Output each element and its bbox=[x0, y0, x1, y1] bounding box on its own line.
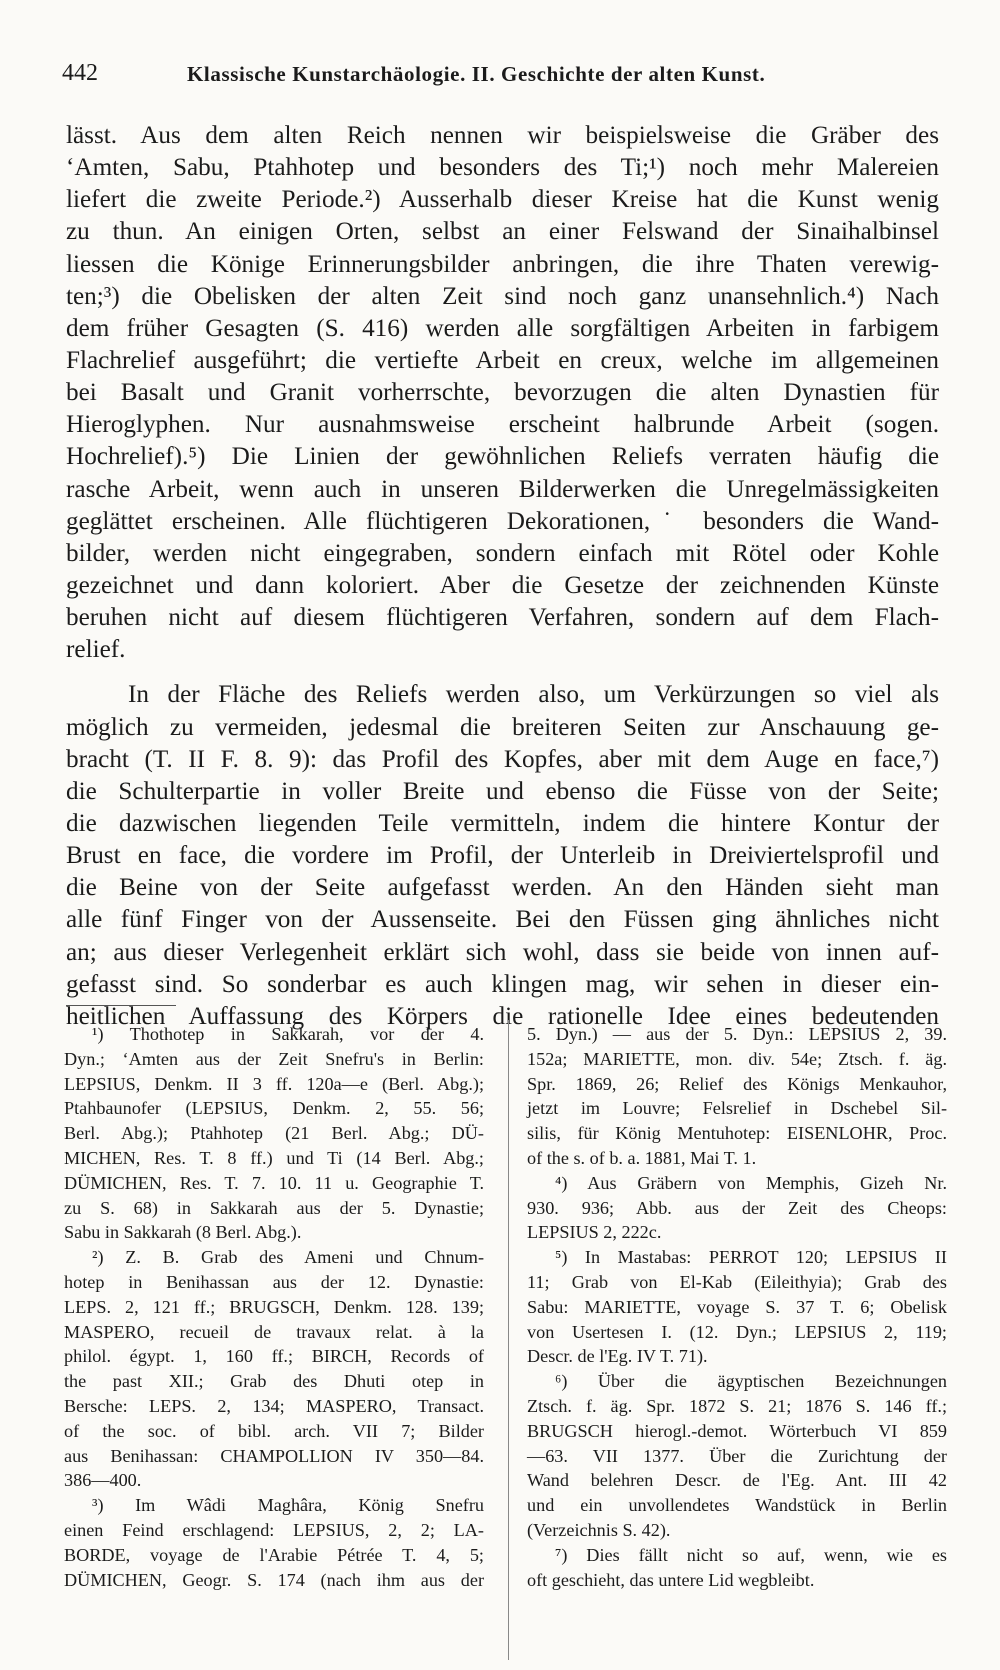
body-line: lässt. Aus dem alten Reich nennen wir beispielsweise die Gräber des bbox=[66, 122, 939, 149]
body-line: Flachrelief ausgeführt; die vertiefte Arbeit en creux, welche im allgemeinen bbox=[66, 346, 939, 374]
footnote-line: LEPS. 2, 121 ff.; BRUGSCH, Denkm. 128. 139; bbox=[64, 1296, 484, 1317]
footnote-line: und ein unvollendetes Wandstück in Berlin bbox=[527, 1495, 947, 1516]
footnote-line: philol. égypt. 1, 160 ff.; BIRCH, Records of bbox=[64, 1346, 484, 1367]
footnote-line: BRUGSCH hierogl.-demot. Wörterbuch VI 859 bbox=[527, 1420, 947, 1441]
footnote-line: ²) Z. B. Grab des Ameni und Chnum- bbox=[92, 1247, 484, 1268]
body-line: bilder, werden nicht eingegraben, sondern einfach mit Rötel oder Kohle bbox=[66, 539, 939, 567]
body-line: Hochrelief).⁵) Die Linien der gewöhnlichen Reliefs verraten häufig die bbox=[66, 443, 939, 471]
body-line: geglättet erscheinen. Alle flüchtigeren Dekorationen,˙ besonders die Wand- bbox=[66, 507, 939, 535]
body-line: ʻAmten, Sabu, Ptahhotep und besonders des Ti;¹) noch mehr Malereien bbox=[66, 154, 939, 182]
body-line: gezeichnet und dann koloriert. Aber die Gesetze der zeichnenden Künste bbox=[66, 571, 939, 599]
footnote-line: Dyn.; ʻAmten aus der Zeit Snefru's in Berlin: bbox=[64, 1048, 484, 1069]
footnote-line: Bersche: LEPS. 2, 134; MASPERO, Transact. bbox=[64, 1395, 484, 1416]
body-line: ten;³) die Obelisken der alten Zeit sind noch ganz unansehnlich.⁴) Nach bbox=[66, 282, 939, 310]
body-line: zu thun. An einigen Orten, selbst an einer Felswand der Sinaihalbinsel bbox=[66, 218, 939, 246]
footnote-line: the past XII.; Grab des Dhuti otep in bbox=[64, 1371, 484, 1392]
footnote-line: DÜMICHEN, Res. T. 7. 10. 11 u. Geographie T. bbox=[64, 1172, 484, 1193]
footnote-line: (Verzeichnis S. 42). bbox=[527, 1519, 671, 1540]
footnote-line: hotep in Benihassan aus der 12. Dynastie: bbox=[64, 1271, 484, 1292]
footnote-line: of the s. of b. a. 1881, Mai T. 1. bbox=[527, 1147, 757, 1168]
body-line: möglich zu vermeiden, jedesmal die breiteren Seiten zur Anschauung ge- bbox=[66, 713, 939, 741]
footnote-line: —63. VII 1377. Über die Zurichtung der bbox=[527, 1445, 947, 1466]
footnote-line: ³) Im Wâdi Maghâra, König Snefru bbox=[92, 1495, 484, 1516]
footnote-line: jetzt im Louvre; Felsrelief in Dschebel Sil- bbox=[527, 1098, 947, 1119]
footnote-line: von Usertesen I. (12. Dyn.; LEPSIUS 2, 119; bbox=[527, 1321, 947, 1342]
footnote-line: 930. 936; Abb. aus der Zeit des Cheops: bbox=[527, 1197, 947, 1218]
footnote-line: Sabu in Sakkarah (8 Berl. Abg.). bbox=[64, 1222, 302, 1243]
footnote-line: Berl. Abg.); Ptahhotep (21 Berl. Abg.; DÜ- bbox=[64, 1123, 484, 1144]
footnote-line: Wand belehren Descr. de l'Eg. Ant. III 42 bbox=[527, 1470, 947, 1491]
body-line: bracht (T. II F. 8. 9): das Profil des Kopfes, aber mit dem Auge en face,⁷) bbox=[66, 745, 939, 773]
footnote-line: aus Benihassan: CHAMPOLLION IV 350—84. bbox=[64, 1445, 484, 1466]
footnote-line: Ztsch. f. äg. Spr. 1872 S. 21; 1876 S. 146 ff.; bbox=[527, 1395, 947, 1416]
footnote-line: 152a; MARIETTE, mon. div. 54e; Ztsch. f. äg. bbox=[527, 1048, 947, 1069]
body-line: an; aus dieser Verlegenheit erklärt sich wohl, dass sie beide von innen auf- bbox=[66, 938, 939, 966]
body-line: heitlichen Auffassung des Körpers die rationelle Idee eines bedeutenden bbox=[66, 1002, 939, 1030]
page-header bbox=[62, 60, 942, 100]
footnote-line: of the soc. of bibl. arch. VII 7; Bilder bbox=[64, 1420, 484, 1441]
body-line: liefert die zweite Periode.²) Ausserhalb dieser Kreise hat die Kunst wenig bbox=[66, 186, 939, 214]
footnote-line: 11; Grab von El-Kab (Eileithyia); Grab des bbox=[527, 1271, 947, 1292]
main-text bbox=[66, 120, 939, 1033]
footnotes-right-column bbox=[527, 1022, 947, 1592]
body-line: Hieroglyphen. Nur ausnahmsweise erscheint halbrunde Arbeit (sogen. bbox=[66, 411, 939, 439]
body-line: Brust en face, die vordere im Profil, der Unterleib in Dreiviertelsprofil und bbox=[66, 842, 939, 870]
footnote-line: ⁵) In Mastabas: PERROT 120; LEPSIUS II bbox=[555, 1247, 947, 1268]
running-title: Klassische Kunstarchäologie. II. Geschichte der alten Kunst. bbox=[187, 62, 766, 86]
footnote-line: zu S. 68) in Sakkarah aus der 5. Dynastie; bbox=[64, 1197, 484, 1218]
footnote-separator bbox=[66, 1005, 176, 1006]
body-line: liessen die Könige Erinnerungsbilder anbringen, die ihre Thaten verewig- bbox=[66, 250, 939, 278]
body-line: die Beine von der Seite aufgefasst werden. An den Händen sieht man bbox=[66, 874, 939, 902]
footnote-line: ⁷) Dies fällt nicht so auf, wenn, wie es bbox=[555, 1544, 947, 1565]
body-line: beruhen nicht auf diesem flüchtigeren Verfahren, sondern auf dem Flach- bbox=[66, 604, 939, 632]
body-line: gefasst sind. So sonderbar es auch klingen mag, wir sehen in dieser ein- bbox=[66, 970, 939, 998]
body-line: relief. bbox=[66, 636, 126, 664]
footnote-line: BORDE, voyage de l'Arabie Pétrée T. 4, 5; bbox=[64, 1544, 484, 1565]
body-line: In der Fläche des Reliefs werden also, um Verkürzungen so viel als bbox=[128, 681, 939, 709]
body-line: die Schulterpartie in voller Breite und ebenso die Füsse von der Seite; bbox=[66, 777, 939, 805]
footnote-line: ⁶) Über die ägyptischen Bezeichnungen bbox=[555, 1371, 947, 1392]
footnote-line: LEPSIUS, Denkm. II 3 ff. 120a—e (Berl. Abg.); bbox=[64, 1073, 484, 1094]
body-line: dem früher Gesagten (S. 416) werden alle sorgfältigen Arbeiten in farbigem bbox=[66, 314, 939, 342]
page-number: 442 bbox=[62, 60, 98, 86]
footnote-line: silis, für König Mentuhotep: EISENLOHR, Proc. bbox=[527, 1123, 947, 1144]
footnote-line: MICHEN, Res. T. 8 ff.) und Ti (14 Berl. Abg.; bbox=[64, 1147, 484, 1168]
footnote-column-divider bbox=[508, 1020, 509, 1660]
footnote-line: 386—400. bbox=[64, 1470, 142, 1491]
body-line: bei Basalt und Granit vorherrschte, bevorzugen die alten Dynastien für bbox=[66, 379, 939, 407]
body-line: alle fünf Finger von der Aussenseite. Bei den Füssen ging ähnliches nicht bbox=[66, 906, 939, 934]
body-line: rasche Arbeit, wenn auch in unseren Bilderwerken die Unregelmässigkeiten bbox=[66, 475, 939, 503]
footnote-line: Spr. 1869, 26; Relief des Königs Menkauhor, bbox=[527, 1073, 947, 1094]
footnote-line: LEPSIUS 2, 222c. bbox=[527, 1222, 662, 1243]
footnote-line: Descr. de l'Eg. IV T. 71). bbox=[527, 1346, 708, 1367]
footnote-line: ⁴) Aus Gräbern von Memphis, Gizeh Nr. bbox=[555, 1172, 947, 1193]
footnote-line: Ptahbaunofer (LEPSIUS, Denkm. 2, 55. 56; bbox=[64, 1098, 484, 1119]
footnote-line: DÜMICHEN, Geogr. S. 174 (nach ihm aus der bbox=[64, 1569, 484, 1590]
footnote-line: 5. Dyn.) — aus der 5. Dyn.: LEPSIUS 2, 39. bbox=[527, 1024, 947, 1044]
footnote-line: oft geschieht, das untere Lid wegbleibt. bbox=[527, 1569, 815, 1590]
footnote-line: Sabu: MARIETTE, voyage S. 37 T. 6; Obelisk bbox=[527, 1296, 947, 1317]
footnotes-left-column bbox=[64, 1022, 484, 1592]
footnote-line: einen Feind erschlagend: LEPSIUS, 2, 2; LA- bbox=[64, 1519, 484, 1540]
body-line: die dazwischen liegenden Teile vermitteln, indem die hintere Kontur der bbox=[66, 809, 939, 837]
footnote-line: ¹) Thothotep in Sakkarah, vor der 4. bbox=[92, 1024, 484, 1044]
footnote-line: MASPERO, recueil de travaux relat. à la bbox=[64, 1321, 484, 1342]
